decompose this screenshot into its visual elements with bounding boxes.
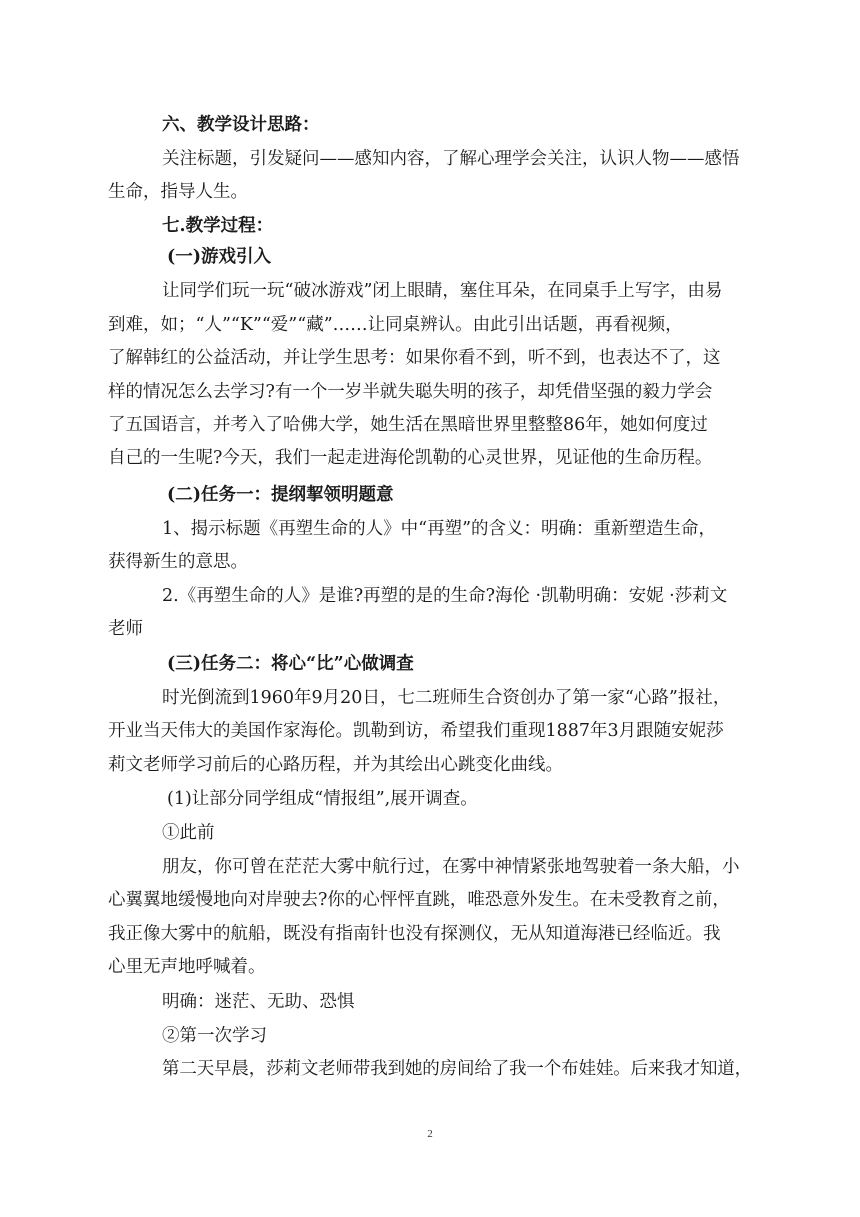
part3-line: 朋友，你可曾在茫茫大雾中航行过，在雾中神情紧张地驾驶着一条大船，小 [162,857,740,877]
part3-line: ②第一次学习 [162,1026,267,1046]
part3-line: 心翼翼地缓慢地向对岸驶去?你的心怦怦直跳，唯恐意外发生。在未受教育之前， [108,890,730,910]
part3-line: 明确：迷茫、无助、恐惧 [162,992,355,1012]
part3-line: 开业当天伟大的美国作家海伦。凯勒到访，希望我们重现1887年3月跟随安妮莎 [108,721,724,741]
part1-heading: (一)游戏引入 [167,247,272,267]
section6-heading: 六、教学设计思路： [162,115,320,135]
part3-heading: (三)任务二：将心“比”心做调查 [167,654,414,674]
part2-line: 老师 [108,619,143,639]
part3-line: 时光倒流到1960年9月20日，七二班师生合资创办了第一家“心路”报社， [162,688,731,708]
part2-heading: (二)任务一：提纲挈领明题意 [167,485,394,505]
part2-line: 获得新生的意思。 [108,552,248,572]
part3-line: (1)让部分同学组成“情报组”,展开调查。 [167,789,478,809]
part1-line: 了解韩红的公益活动，并让学生思考：如果你看不到，听不到，也表达不了，这 [108,348,721,368]
section7-heading: 七.教学过程： [162,216,274,236]
part1-line: 样的情况怎么去学习?有一个一岁半就失聪失明的孩子，却凭借坚强的毅力学会 [108,382,713,402]
part2-line: 1、揭示标题《再塑生命的人》中“再塑”的含义：明确：重新塑造生命， [162,519,717,539]
part3-line: ①此前 [162,823,215,843]
part3-line: 莉文老师学习前后的心路历程，并为其绘出心跳变化曲线。 [108,755,563,775]
section6-line: 生命，指导人生。 [108,182,248,202]
part3-line: 第二天早晨，莎莉文老师带我到她的房间给了我一个布娃娃。后来我才知道， [162,1059,752,1079]
part1-line: 自己的一生呢?今天，我们一起走进海伦凯勒的心灵世界，见证他的生命历程。 [108,448,713,468]
section6-line: 关注标题，引发疑问——感知内容，了解心理学会关注，认识人物——感悟 [162,149,740,169]
part1-line: 让同学们玩一玩“破冰游戏”闭上眼睛，塞住耳朵，在同桌手上写字，由易 [162,281,723,301]
part3-line: 心里无声地呼喊着。 [108,957,266,977]
part1-line: 到难，如；“人”“K”“爱”“藏”……让同桌辨认。由此引出话题，再看视频， [108,315,683,335]
part2-line: 2.《再塑生命的人》是谁?再塑的是的生命?海伦 ·凯勒明确：安妮 ·莎莉文 [162,586,728,606]
part3-line: 我正像大雾中的航船，既没有指南针也没有探测仪，无从知道海港已经临近。我 [108,924,721,944]
page-number: 2 [427,1128,433,1140]
part1-line: 了五国语言，并考入了哈佛大学，她生活在黑暗世界里整整86年，她如何度过 [108,415,708,435]
